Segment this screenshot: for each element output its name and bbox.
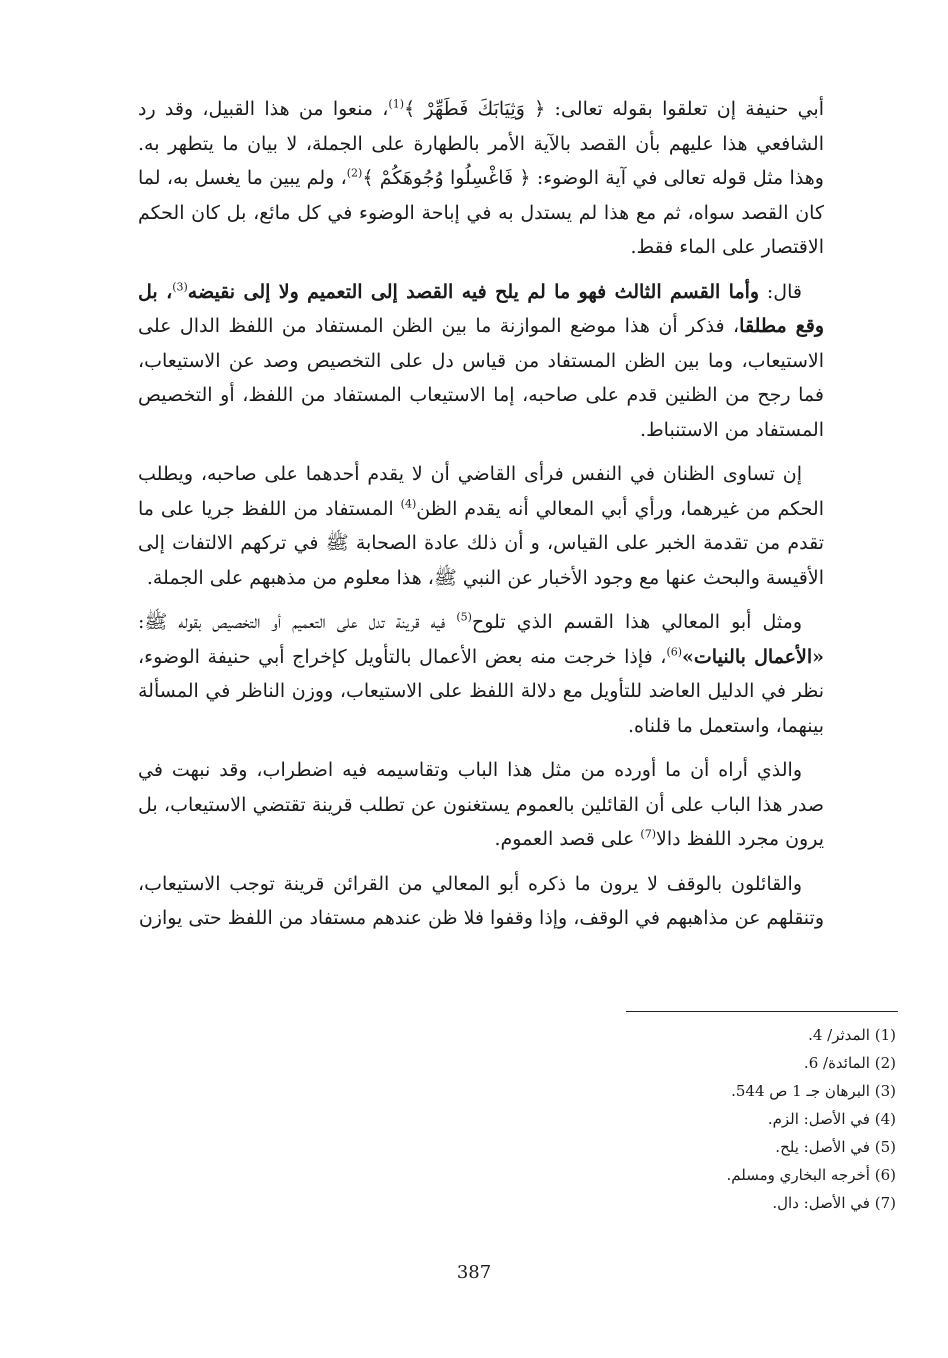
footnote: (1) المدثر/ 4. [808, 1026, 896, 1044]
footnote: (6) أخرجه البخاري ومسلم. [726, 1166, 896, 1184]
bold-text: وأما القسم الثالث فهو ما لم يلح فيه القصد إلى التعميم ولا إلى نقيضه [187, 280, 760, 303]
footnotes [536, 1021, 896, 1217]
paragraph [138, 457, 824, 595]
text-segment: ومثل أبو المعالي هذا القسم الذي تلوح [471, 611, 803, 633]
bold-text: «الأعمال بالنيات» [682, 645, 824, 668]
paragraph [138, 92, 824, 265]
bold-text: ، بل وقع مطلقا [138, 280, 824, 337]
text-segment: إن تساوى الظنان في النفس فرأى القاضي أن لا يقدم أحدهما على صاحبه، ويطلب الحكم من غيرهما، ورأي أبي المعالي أنه يقدم الظن [138, 463, 824, 520]
main-text [138, 92, 824, 946]
footnote-ref: (6) [666, 645, 683, 659]
footnote-ref: (2) [346, 166, 363, 180]
text-segment: ، فإذا خرجت منه بعض الأعمال بالتأويل كإخراج أبي حنيفة الوضوء، نظر في الدليل العاضد للتأويل مع دلالة اللفظ على الاستيعاب، ووزن الناظر في المسألة بينهما، واستعمل ما قلناه. [138, 645, 824, 737]
text-segment: ، منعوا من هذا القبيل، وقد رد الشافعي هذا عليهم بأن القصد بالآية الأمر بالطهارة على الجملة، لا بيان ما يتطهر به. وهذا مثل قوله تعالى في آية الوضوء: ﴿ فَاغْسِلُوا وُجُوهَكُمْ ﴾ [138, 98, 824, 189]
page-number: 387 [456, 1262, 492, 1283]
footnote-ref: (3) [172, 280, 188, 294]
text-segment: ، ولم يبين ما يغسل به، لما كان القصد سواه، ثم مع هذا لم يستدل به في إباحة الوضوء في كل مائع، بل كان الحكم الاقتصار على الماء فقط. [138, 167, 824, 258]
footnote: (4) في الأصل: الزم. [767, 1110, 896, 1128]
footnote-separator [626, 1011, 898, 1012]
footnote-ref: (7) [640, 827, 656, 841]
paragraph [138, 867, 824, 936]
text-segment: قال: [759, 280, 802, 303]
footnote: (3) البرهان جـ 1 ص 544. [731, 1082, 896, 1100]
footnote-ref: (4) [400, 497, 417, 511]
text-segment: أبي حنيفة إن تعلقوا بقوله تعالى: ﴿ وَثِيَابَكَ فَطَهِّرْ ﴾ [404, 98, 824, 120]
paragraph [138, 275, 824, 448]
footnote-ref: (1) [388, 97, 404, 111]
text-segment: فيه قرينة تدل على التعميم أو التخصيص بقوله ﷺ: [138, 611, 457, 633]
paragraph [138, 605, 824, 743]
text-segment: والقائلون بالوقف لا يرون ما ذكره أبو المعالي من القرائن قرينة توجب الاستيعاب، وتنقلهم عن مذاهبهم في الوقف، وإذا وقفوا فلا ظن عندهم مستفاد من اللفظ حتى يوازن [138, 872, 824, 929]
footnote: (5) في الأصل: يلح. [775, 1138, 896, 1156]
text-segment: والذي أراه أن ما أورده من مثل هذا الباب وتقاسيمه فيه اضطراب، وقد نبهت في صدر هذا الباب على أن القائلين بالعموم يستغنون عن تطلب قرينة تقتضي الاستيعاب، بل يرون مجرد اللفظ دالا [138, 759, 824, 850]
text-segment: المستفاد من اللفظ جريا على ما تقدم من تقدمة الخبر على القياس، و أن ذلك عادة الصحابة ﷺ في تركهم الالتفات إلى الأقيسة والبحث عنها مع وجود الأخبار عن النبي ﷺ، هذا معلوم من مذهبهم على الجملة. [138, 497, 824, 589]
text-segment: ، فذكر أن هذا موضع الموازنة ما بين الظن المستفاد من اللفظ الدال على الاستيعاب، وما بين الظن المستفاد من قياس دل على التخصيص وصد عن الاستيعاب، فما رجح من الظنين قدم على صاحبه، إما الاستيعاب المستفاد من اللفظ، أو التخصيص المستفاد من الاستنباط. [138, 315, 824, 441]
footnote-ref: (5) [456, 610, 472, 624]
text-segment: على قصد العموم. [494, 828, 641, 850]
footnote: (7) في الأصل: دال. [772, 1194, 896, 1212]
footnote: (2) المائدة/ 6. [803, 1054, 896, 1072]
paragraph [138, 753, 824, 857]
